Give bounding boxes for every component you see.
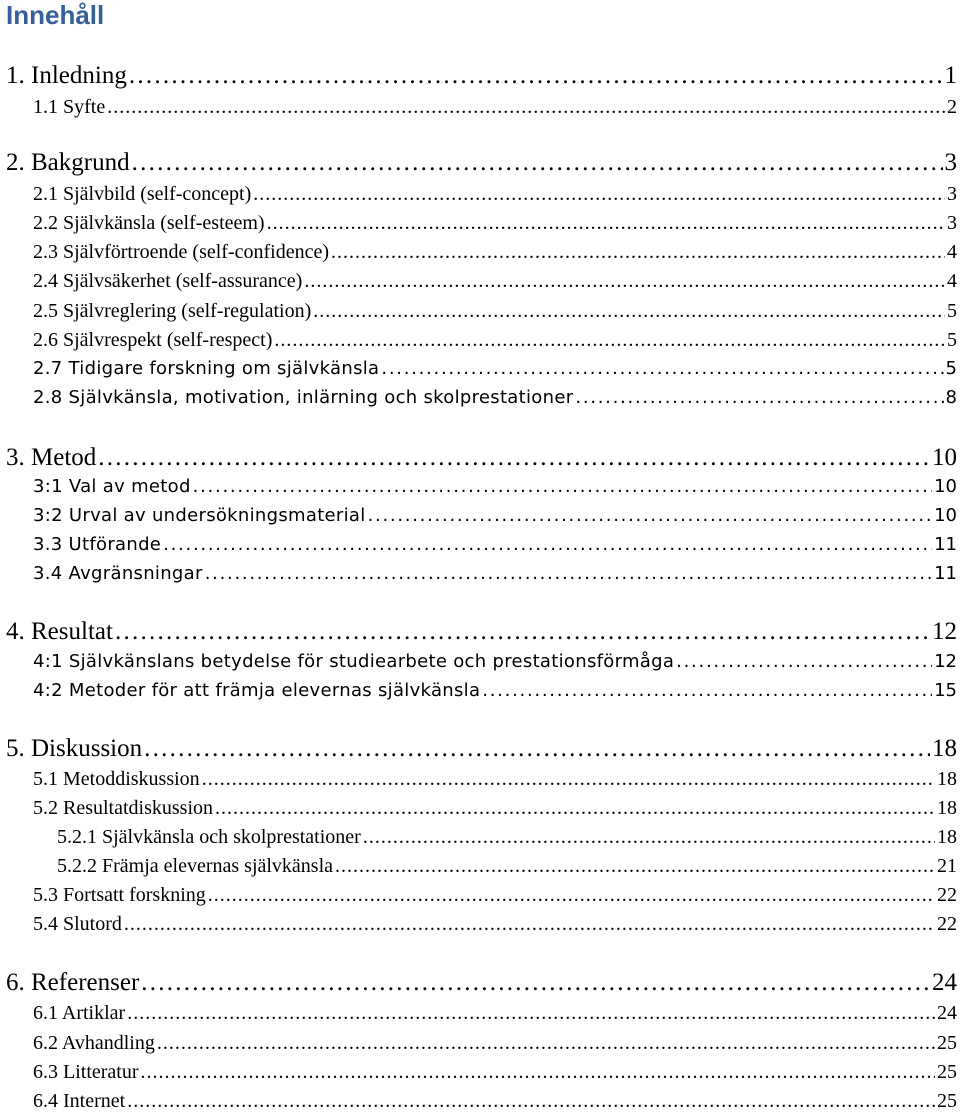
dot-leader (157, 1032, 935, 1055)
dot-leader (132, 149, 943, 177)
toc-entry[interactable] (33, 768, 957, 791)
toc-entry-label: 6.1 Artiklar (33, 1002, 126, 1024)
toc-entry-label: 3. Metod (6, 444, 97, 471)
dot-leader (107, 96, 945, 119)
toc-entry-page-number: 2 (947, 96, 957, 118)
dot-leader (141, 969, 930, 997)
toc-entry-page-number: 22 (937, 884, 957, 906)
toc-entry-page-number: 12 (934, 651, 957, 672)
dot-leader (253, 183, 945, 206)
dot-leader (127, 1090, 935, 1113)
toc-entry-page-number: 10 (934, 505, 957, 526)
dot-leader (202, 768, 935, 791)
toc-entry-page-number: 3 (947, 183, 957, 205)
toc-entry-label: 2.2 Självkänsla (self-esteem) (33, 212, 265, 234)
toc-entry-label: 3.4 Avgränsningar (33, 563, 203, 584)
toc-entry-page-number: 18 (937, 826, 957, 848)
toc-entry-label: 2.6 Självrespekt (self-respect) (33, 329, 273, 351)
toc-entry[interactable] (33, 1002, 957, 1025)
toc-entry[interactable] (6, 969, 957, 997)
toc-entry-page-number: 4 (947, 270, 957, 292)
toc-entry-label: 5.2.2 Främja elevernas självkänsla (57, 855, 334, 877)
toc-entry-page-number: 5 (947, 300, 957, 322)
toc-entry-page-number: 25 (937, 1061, 957, 1083)
toc-entry-page-number: 15 (934, 680, 957, 701)
toc-entry[interactable] (33, 96, 957, 119)
toc-entry-label: 5.1 Metoddiskussion (33, 768, 200, 790)
toc-entry-label: 5.2 Resultatdiskussion (33, 797, 214, 819)
toc-entry[interactable] (33, 212, 957, 235)
toc-entry-label: 6.4 Internet (33, 1090, 126, 1112)
toc-entry[interactable] (33, 270, 957, 293)
dot-leader (381, 358, 943, 379)
toc-entry-label: 4. Resultat (6, 618, 113, 645)
toc-entry[interactable] (33, 358, 957, 379)
dot-leader (304, 270, 945, 293)
dot-leader (98, 444, 930, 472)
toc-entry-label: 2.7 Tidigare forskning om självkänsla (33, 358, 380, 379)
dot-leader (163, 534, 932, 555)
dot-leader (575, 387, 943, 408)
toc-entry[interactable] (33, 884, 957, 907)
dot-leader (482, 680, 932, 701)
toc-entry[interactable] (33, 300, 957, 323)
dot-leader (313, 300, 945, 323)
toc-entry[interactable] (33, 1032, 957, 1055)
dot-leader (127, 1002, 935, 1025)
toc-entry-page-number: 1 (944, 62, 957, 89)
dot-leader (368, 505, 933, 526)
dot-leader (141, 1061, 935, 1084)
toc-entry-page-number: 5 (947, 329, 957, 351)
toc-entry-page-number: 10 (934, 476, 957, 497)
toc-entry-label: 2.3 Självförtroende (self-confidence) (33, 241, 329, 263)
toc-entry[interactable] (33, 651, 957, 672)
toc-entry[interactable] (33, 534, 957, 555)
toc-entry-page-number: 10 (932, 444, 957, 471)
toc-entry-page-number: 18 (937, 797, 957, 819)
dot-leader (267, 212, 945, 235)
toc-entry-label: 2.4 Självsäkerhet (self-assurance) (33, 270, 303, 292)
toc-entry[interactable] (33, 387, 957, 408)
toc-entry-label: 5.3 Fortsatt forskning (33, 884, 206, 906)
toc-entry[interactable] (33, 329, 957, 352)
toc-entry-page-number: 21 (937, 855, 957, 877)
toc-entry-label: 4:2 Metoder för att främja elevernas självkänsla (33, 680, 481, 701)
toc-entry-page-number: 25 (937, 1090, 957, 1112)
toc-entry-label: 3:2 Urval av undersökningsmaterial (33, 505, 366, 526)
toc-entry-label: 5.2.1 Självkänsla och skolprestationer (57, 826, 361, 848)
dot-leader (124, 913, 935, 936)
toc-entry-page-number: 25 (937, 1032, 957, 1054)
toc-entry[interactable] (6, 618, 957, 646)
toc-entry-page-number: 3 (947, 212, 957, 234)
toc-entry-label: 6.3 Litteratur (33, 1061, 139, 1083)
toc-entry-page-number: 24 (932, 969, 957, 996)
toc-entry[interactable] (33, 505, 957, 526)
toc-entry[interactable] (33, 183, 957, 206)
dot-leader (676, 651, 932, 672)
toc-entry[interactable] (57, 855, 957, 878)
dot-leader (205, 563, 932, 584)
toc-entry-page-number: 24 (937, 1002, 957, 1024)
toc-entry[interactable] (6, 735, 957, 763)
dot-leader (215, 797, 935, 820)
toc-entry[interactable] (6, 62, 957, 90)
toc-entry-page-number: 18 (932, 735, 957, 762)
dot-leader (274, 329, 945, 352)
toc-entry[interactable] (33, 680, 957, 701)
toc-entry-label: 1. Inledning (6, 62, 127, 89)
toc-entry-label: 5. Diskussion (6, 735, 143, 762)
toc-entry[interactable] (6, 444, 957, 472)
toc-entry-page-number: 8 (945, 387, 957, 408)
dot-leader (115, 618, 930, 646)
toc-entry-page-number: 11 (934, 563, 957, 584)
toc-entry-page-number: 22 (937, 913, 957, 935)
toc-entry-page-number: 12 (932, 618, 957, 645)
toc-entry-label: 2.8 Självkänsla, motivation, inlärning och skolprestationer (33, 387, 574, 408)
toc-entry-page-number: 18 (937, 768, 957, 790)
toc-entry-label: 3:1 Val av metod (33, 476, 191, 497)
toc-entry[interactable] (33, 913, 957, 936)
dot-leader (208, 884, 935, 907)
dot-leader (193, 476, 932, 497)
toc-entry-page-number: 5 (945, 358, 957, 379)
toc-entry-page-number: 4 (947, 241, 957, 263)
toc-entry[interactable] (33, 241, 957, 264)
toc-entry-label: 6. Referenser (6, 969, 140, 996)
dot-leader (335, 855, 935, 878)
toc-entry-label: 6.2 Avhandling (33, 1032, 155, 1054)
toc-entry[interactable] (33, 563, 957, 584)
toc-entry[interactable] (33, 476, 957, 497)
dot-leader (363, 826, 935, 849)
toc-entry-label: 4:1 Självkänslans betydelse för studiearbete och prestationsförmåga (33, 651, 675, 672)
toc-entry-label: 1.1 Syfte (33, 96, 106, 118)
toc-entry-label: 3.3 Utförande (33, 534, 162, 555)
toc-entry-label: 5.4 Slutord (33, 913, 122, 935)
toc-entry-page-number: 3 (944, 149, 957, 176)
dot-leader (129, 62, 943, 90)
toc-entry[interactable] (57, 826, 957, 849)
toc-heading: Innehåll (6, 0, 105, 30)
dot-leader (331, 241, 945, 264)
toc-entry-label: 2.1 Självbild (self-concept) (33, 183, 252, 205)
toc-entry[interactable] (6, 149, 957, 177)
toc-entry[interactable] (33, 1061, 957, 1084)
toc-entry[interactable] (33, 1090, 957, 1113)
toc-entry[interactable] (33, 797, 957, 820)
toc-entry-label: 2.5 Självreglering (self-regulation) (33, 300, 312, 322)
toc-entry-page-number: 11 (934, 534, 957, 555)
dot-leader (144, 735, 930, 763)
toc-entry-label: 2. Bakgrund (6, 149, 130, 176)
